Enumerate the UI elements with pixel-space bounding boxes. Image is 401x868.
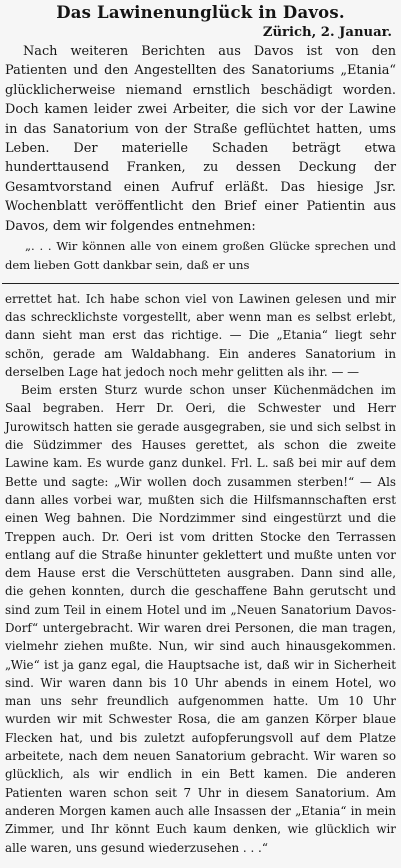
article-title: Das Lawinenunglück in Davos. (56, 3, 345, 22)
quote-start (5, 237, 396, 275)
article-body (5, 42, 396, 236)
quote-paragraph: errettet hat. Ich habe schon viel von Lawinen gelesen und mir das schrecklichste vorgestellt, aber wenn man es selbst erlebt, dann sieht man erst das richtige. — Die „Etania“ liegt sehr schön, gerade am Waldabhang. Ein anderes Sanatorium in derselben Lage hat jedoch noch mehr gelitten als ihr. — — (5, 291, 396, 379)
quote-paragraph: Beim ersten Sturz wurde schon unser Küchenmädchen im Saal begraben. Herr Dr. Oeri, die Schwester und Herr Jurowitsch hatten sie gerade ausgegraben, sie und sich selbst in die Südzimmer des Hauses gerettet, als schon die zweite Lawine kam. Es wurde ganz dunkel. Frl. L. saß bei mir auf dem Bette und sagte: „Wir wollen doch zusammen sterben!“ — Als dann alles vorbei war, mußten sich die Hilfsmannschaften erst einen Weg bahnen. Die Nordzimmer sind eingestürzt und die Treppen auch. Dr. Oeri ist vom dritten Stocke den Terrassen entlang auf die Straße hinunter geklettert und mußte unten vor dem Hause erst die Verschütteten ausgraben. Dann sind alle, die gehen konnten, durch die geschaffene Bahn gerutscht und sind zum Teil in einem Hotel und im „Neuen Sanatorium Davos-Dorf“ untergebracht. Wir waren drei Personen, die man tragen, vielmehr ziehen mußte. Nun, wir sind auch hinausgekommen. „Wie“ ist ja ganz egal, die Hauptsache ist, daß wir in Sicherheit sind. Wir waren dann bis 10 Uhr abends in einem Hotel, wo man uns sehr freundlich aufgenommen hatte. Um 10 Uhr wurden wir mit Schwester Rosa, die am ganzen Körper blaue Flecken hat, und bis zuletzt aufopferungsvoll auf dem Platze arbeitete, nach dem neuen Sanatorium gebracht. Wir waren so glücklich, als wir endlich in ein Bett kamen. Die anderen Patienten waren schon seit 7 Uhr in diesem Sanatorium. Am anderen Morgen kamen auch alle Insassen der „Etania“ in mein Zimmer, und Ihr könnt Euch kaum denken, wie glücklich wir alle waren, uns gesund wiederzusehen . . .“ (5, 383, 396, 855)
quote-opening-line: „. . . Wir können alle von einem großen Glücke sprechen und dem lieben Gott dankbar sein, daß er uns (5, 239, 396, 272)
quote-body (5, 290, 396, 857)
article-dateline: Zürich, 2. Januar. (262, 25, 392, 40)
article-paragraph: Nach weiteren Berichten aus Davos ist von den Patienten und den Angestellten des Sanatoriums „Etania“ glücklicherweise niemand ernstlich beschädigt worden. Doch kamen leider zwei Arbeiter, die sich vor der Lawine in das Sanatorium von der Straße geflüchtet hatten, ums Leben. Der materielle Schaden beträgt etwa hunderttausend Franken, zu dessen Deckung der Gesamtvorstand einen Aufruf erläßt. Das hiesige Jsr. Wochenblatt veröffentlicht den Brief einer Patientin aus Davos, dem wir folgendes entnehmen: (5, 44, 396, 234)
column-divider (2, 283, 399, 284)
